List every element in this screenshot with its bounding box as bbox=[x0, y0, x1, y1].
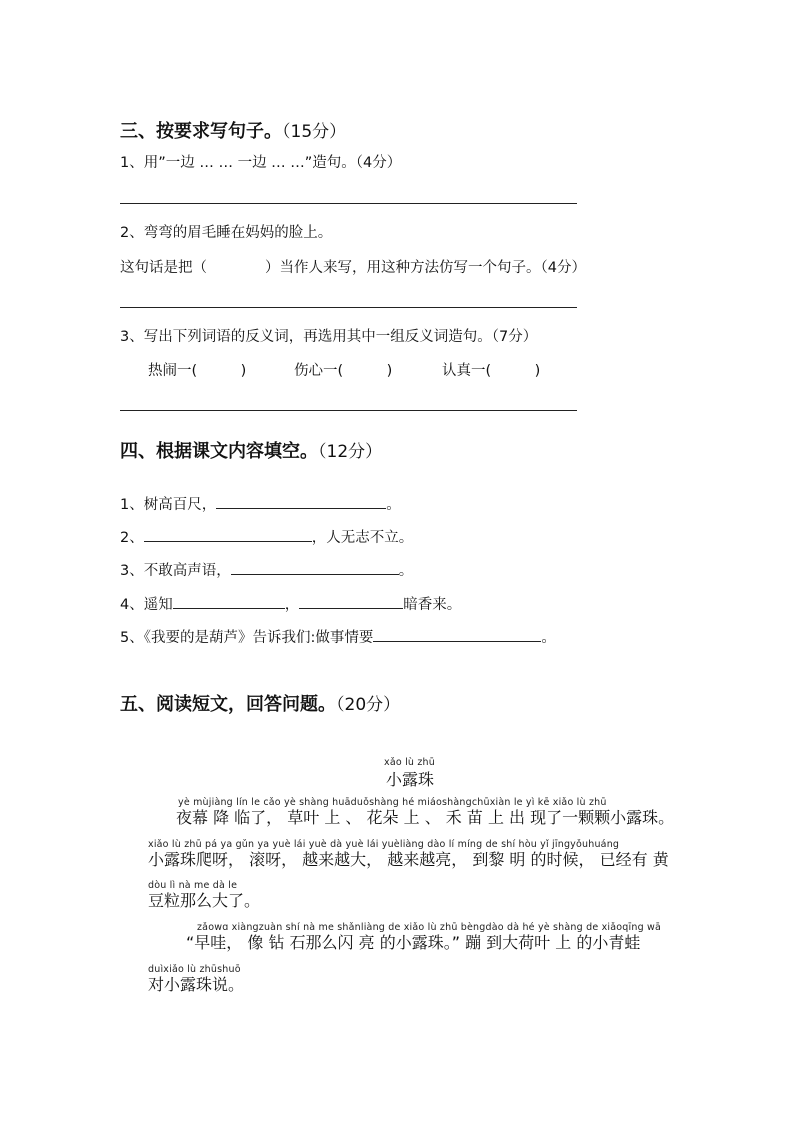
section3-q1: 1、用”一边 … … 一边 … …”造句。（4分） bbox=[120, 155, 402, 171]
fill-item-3: 3、不敢高声语， 。 bbox=[120, 563, 414, 579]
fill-item-1: 1、树高百尺， 。 bbox=[120, 497, 401, 513]
story-p1-pinyin-1: yè mùjiàng lín le cǎo yè shàng huāduǒshàng hé miáoshàngchūxiàn le yì kē xiǎo lù zhū bbox=[178, 797, 607, 808]
story-title-pinyin: xǎo lù zhū bbox=[384, 757, 435, 768]
section4-points: （12分） bbox=[318, 442, 383, 462]
story-p1-line-1: 夜幕 降 临了， 草叶 上 、 花朵 上 、 禾 苗 上 出 现了一颗颗小露珠。 bbox=[176, 808, 675, 827]
story-p2-pinyin-1: zǎowɑ xiàngzuàn shí nà me shǎnliàng de xiǎo lù zhū bèngdào dà hé yè shàng de xiǎoqīng wā bbox=[197, 922, 662, 933]
fill-item-5: 5、《我要的是葫芦》告诉我们:做事情要 。 bbox=[120, 630, 556, 646]
antonym-item-1[interactable]: 热闹一( ) bbox=[148, 363, 247, 379]
section4-heading bbox=[120, 437, 382, 463]
answer-line-q3[interactable] bbox=[120, 410, 577, 411]
section3-heading bbox=[120, 117, 346, 143]
story-p2-pinyin-2: duìxiǎo lù zhūshuō bbox=[148, 964, 241, 975]
section4-title: 四、根据课文内容填空。 bbox=[120, 441, 318, 462]
section5-heading bbox=[120, 690, 400, 716]
story-title: 小露珠 bbox=[386, 770, 435, 789]
section3-q2-prompt: 这句话是把（ ）当作人来写，用这种方法仿写一个句子。（4分） bbox=[120, 260, 586, 276]
story-p2-line-2: 对小露珠说。 bbox=[148, 975, 245, 994]
story-p1-pinyin-3: dòu lì nà me dà le bbox=[148, 880, 238, 891]
answer-line-q1[interactable] bbox=[120, 203, 577, 204]
fill-blank-4b[interactable] bbox=[299, 607, 403, 609]
story-p1-line-2: 小露珠爬呀， 滚呀， 越来越大， 越来越亮， 到黎 明 的时候， 已经有 黄 bbox=[148, 850, 669, 869]
antonym-item-3[interactable]: 认真一( ) bbox=[442, 363, 541, 379]
story-p1-line-3: 豆粒那么大了。 bbox=[148, 891, 261, 910]
fill-blank-2[interactable] bbox=[144, 540, 312, 542]
antonym-item-2[interactable]: 伤心一( ) bbox=[294, 363, 393, 379]
fill-blank-3[interactable] bbox=[231, 573, 399, 575]
section5-title: 五、阅读短文，回答问题。 bbox=[120, 694, 336, 715]
section3-title: 三、按要求写句子。 bbox=[120, 121, 282, 142]
story-p1-pinyin-2: xiǎo lù zhū pá ya gǔn ya yuè lái yuè dà yuè lái yuèliàng dào lí míng de shí hòu yǐ jīngyǒuhuáng bbox=[148, 839, 620, 850]
section5-points: （20分） bbox=[336, 695, 401, 715]
fill-blank-5[interactable] bbox=[373, 640, 541, 642]
fill-blank-4a[interactable] bbox=[173, 607, 285, 609]
section3-points: （15分） bbox=[282, 122, 347, 142]
section3-q3: 3、写出下列词语的反义词，再选用其中一组反义词造句。（7分） bbox=[120, 329, 538, 345]
fill-item-4: 4、遥知 ， 暗香来。 bbox=[120, 597, 462, 613]
section3-q2-sentence: 2、弯弯的眉毛睡在妈妈的脸上。 bbox=[120, 225, 333, 241]
fill-blank-1[interactable] bbox=[216, 507, 386, 509]
fill-item-2: 2、 ，人无志不立。 bbox=[120, 530, 414, 546]
story-p2-line-1: “早哇， 像 钻 石那么闪 亮 的小露珠。” 蹦 到大荷叶 上 的小青蛙 bbox=[186, 933, 641, 952]
answer-line-q2[interactable] bbox=[120, 307, 577, 308]
